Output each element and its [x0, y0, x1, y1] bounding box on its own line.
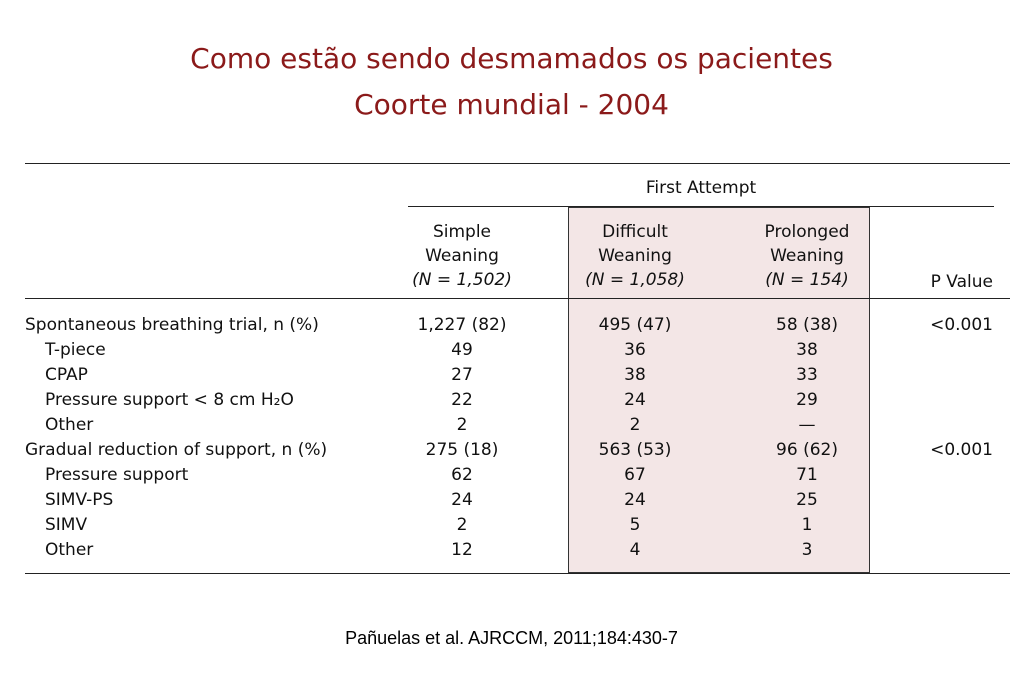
citation: Pañuelas et al. AJRCCM, 2011;184:430-7: [345, 628, 678, 648]
cell-simple: 2: [456, 415, 468, 435]
cell-simple: 62: [451, 465, 473, 485]
cell-difficult: 5: [629, 515, 641, 535]
cell-prolonged: 1: [801, 515, 813, 535]
row-label: Other: [45, 415, 94, 435]
cell-prolonged: 71: [796, 465, 818, 485]
row-label: T-piece: [45, 340, 106, 360]
cell-simple: 275 (18): [425, 440, 499, 460]
cell-prolonged: 25: [796, 490, 818, 510]
cell-prolonged: 3: [801, 540, 813, 560]
cell-difficult: 563 (53): [598, 440, 672, 460]
cell-prolonged: —: [798, 415, 816, 435]
col-header-difficult: [570, 220, 700, 292]
row-label: Gradual reduction of support, n (%): [25, 440, 328, 460]
cell-p-value: <0.001: [930, 440, 993, 460]
row-label: Pressure support: [45, 465, 189, 485]
table-top-rule: [25, 163, 1010, 164]
cell-difficult: 67: [624, 465, 646, 485]
group-header-first-attempt: First Attempt: [645, 178, 757, 198]
table-bottom-rule: [25, 573, 1010, 574]
row-label: SIMV-PS: [45, 490, 114, 510]
cell-prolonged: 33: [796, 365, 818, 385]
group-header-rule: [408, 206, 994, 207]
cell-simple: 22: [451, 390, 473, 410]
cell-simple: 1,227 (82): [417, 315, 507, 335]
cell-difficult: 4: [629, 540, 641, 560]
col-header-prolonged-line2: Weaning: [770, 246, 844, 266]
row-label: SIMV: [45, 515, 88, 535]
col-header-prolonged: [742, 220, 872, 292]
cell-simple: 2: [456, 515, 468, 535]
cell-difficult: 36: [624, 340, 646, 360]
cell-prolonged: 38: [796, 340, 818, 360]
cell-p-value: <0.001: [930, 315, 993, 335]
cell-difficult: 495 (47): [598, 315, 672, 335]
header-bottom-rule: [25, 298, 1010, 299]
cell-prolonged: 96 (62): [776, 440, 838, 460]
col-header-difficult-line1: Difficult: [602, 222, 668, 242]
col-header-p-value: P Value: [930, 272, 993, 292]
col-header-prolonged-n: (N = 154): [765, 270, 849, 290]
col-header-prolonged-line1: Prolonged: [764, 222, 850, 242]
cell-simple: 24: [451, 490, 473, 510]
cell-difficult: 38: [624, 365, 646, 385]
cell-prolonged: 58 (38): [776, 315, 838, 335]
col-header-simple: [398, 220, 526, 292]
cell-prolonged: 29: [796, 390, 818, 410]
col-header-difficult-line2: Weaning: [598, 246, 672, 266]
row-label: Other: [45, 540, 94, 560]
cell-difficult: 24: [624, 490, 646, 510]
slide-title-line1: Como estão sendo desmamados os pacientes: [190, 42, 833, 75]
col-header-simple-n: (N = 1,502): [412, 270, 512, 290]
cell-difficult: 24: [624, 390, 646, 410]
col-header-difficult-n: (N = 1,058): [585, 270, 685, 290]
cell-simple: 12: [451, 540, 473, 560]
cell-difficult: 2: [629, 415, 641, 435]
slide-title-line2: Coorte mundial - 2004: [354, 88, 669, 121]
cell-simple: 49: [451, 340, 473, 360]
row-label: CPAP: [45, 365, 88, 385]
cell-simple: 27: [451, 365, 473, 385]
col-header-simple-line2: Weaning: [425, 246, 499, 266]
row-label: Pressure support < 8 cm H₂O: [45, 390, 294, 410]
row-label: Spontaneous breathing trial, n (%): [25, 315, 319, 335]
col-header-simple-line1: Simple: [432, 222, 492, 242]
